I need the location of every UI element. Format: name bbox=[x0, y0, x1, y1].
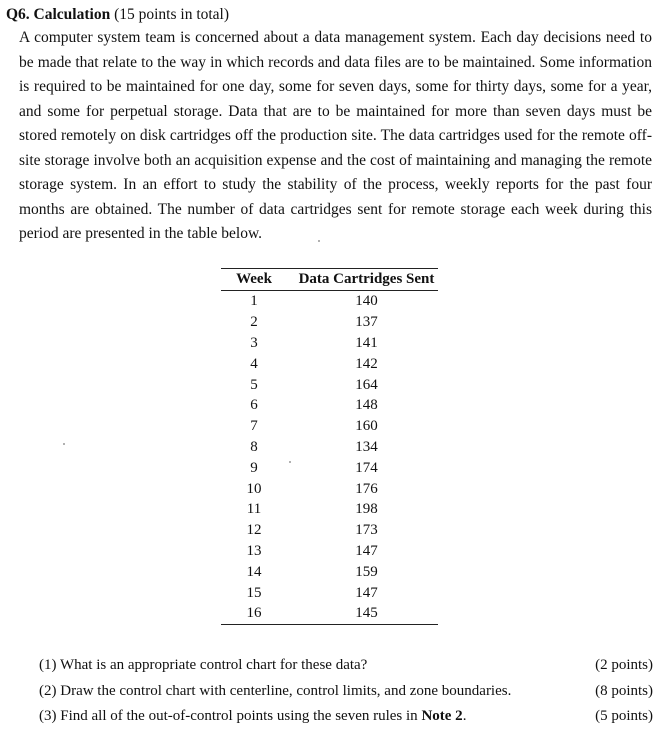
cartridges-cell: 148 bbox=[355, 397, 378, 414]
table-row bbox=[221, 457, 438, 478]
question-text: (2) Draw the control chart with centerline, control limits, and zone boundaries. bbox=[39, 682, 512, 699]
table-row bbox=[221, 416, 438, 437]
table-row bbox=[221, 374, 438, 395]
question-item bbox=[39, 706, 657, 732]
week-cell: 3 bbox=[250, 334, 258, 351]
week-cell: 13 bbox=[246, 542, 262, 559]
week-cell: 14 bbox=[246, 563, 262, 580]
question-text: (1) What is an appropriate control chart for these data? bbox=[39, 657, 368, 673]
scan-speck bbox=[289, 461, 291, 463]
week-cell: 6 bbox=[250, 397, 258, 414]
table-row bbox=[221, 353, 438, 374]
problem-description: A computer system team is concerned about a data management system. Each day decisions need to be made that relate to the way in which records and data files are to be maintained. Some information is required to be maintained for one day, some for seven days, some for thirty days, some for a year, and some for perpetual storage. Data that are to be maintained for more than seven days must be stored remotely on disk cartridges off the production site. The data cartridges used for the remote off-site storage involve both an acquisition expense and the cost of maintaining and managing the remote storage system. In an effort to study the stability of the process, weekly reports for the past four months are obtained. The number of data cartridges sent for remote storage each week during this period are presented in the table below. bbox=[19, 29, 652, 242]
question-points-value: (2 points) bbox=[595, 657, 653, 673]
table-row bbox=[221, 312, 438, 333]
question-item bbox=[39, 655, 657, 681]
question-points-value: (8 points) bbox=[595, 682, 653, 699]
cartridges-cell: 173 bbox=[355, 522, 378, 539]
table-header-row bbox=[221, 269, 438, 291]
scan-speck bbox=[318, 240, 320, 242]
column-header-week: Week bbox=[221, 269, 287, 291]
week-cell: 1 bbox=[250, 293, 258, 310]
week-cell: 15 bbox=[246, 584, 262, 601]
table-row bbox=[221, 478, 438, 499]
week-cell: 12 bbox=[246, 522, 262, 539]
week-cell: 9 bbox=[250, 459, 258, 476]
cartridges-cell: 137 bbox=[355, 314, 378, 331]
table-row bbox=[221, 561, 438, 582]
table-row bbox=[221, 291, 438, 312]
week-cell: 16 bbox=[221, 603, 287, 624]
table-body bbox=[221, 291, 438, 625]
question-heading bbox=[6, 5, 229, 25]
cartridges-cell: 176 bbox=[355, 480, 378, 497]
cartridges-table bbox=[221, 268, 438, 625]
cartridges-cell: 159 bbox=[355, 563, 378, 580]
cartridges-cell: 164 bbox=[355, 376, 378, 393]
table-row bbox=[221, 582, 438, 603]
week-cell: 7 bbox=[250, 418, 258, 435]
cartridges-cell: 147 bbox=[355, 542, 378, 559]
cartridges-cell: 145 bbox=[287, 603, 438, 624]
question-points: (15 points in total) bbox=[114, 6, 230, 23]
question-text: (3) Find all of the out-of-control points using the seven rules in Note 2. bbox=[39, 708, 467, 724]
cartridges-cell: 134 bbox=[355, 438, 378, 455]
note-reference: Note 2 bbox=[421, 708, 463, 724]
column-header-cartridges: Data Cartridges Sent bbox=[287, 269, 438, 291]
question-list bbox=[39, 655, 657, 732]
table-row bbox=[221, 520, 438, 541]
question-label: Q6. Calculation bbox=[6, 6, 111, 23]
table-row bbox=[221, 603, 438, 624]
question-points-value: (5 points) bbox=[595, 708, 653, 724]
cartridges-cell: 160 bbox=[355, 418, 378, 435]
week-cell: 11 bbox=[246, 501, 262, 518]
week-cell: 5 bbox=[250, 376, 258, 393]
cartridges-cell: 198 bbox=[355, 501, 378, 518]
cartridges-cell: 140 bbox=[355, 293, 378, 310]
table-row bbox=[221, 395, 438, 416]
week-cell: 10 bbox=[246, 480, 262, 497]
question-item bbox=[39, 681, 657, 707]
week-cell: 2 bbox=[250, 314, 258, 331]
week-cell: 8 bbox=[250, 438, 258, 455]
scan-speck bbox=[63, 443, 65, 445]
cartridges-cell: 141 bbox=[355, 334, 378, 351]
cartridges-cell: 174 bbox=[355, 459, 378, 476]
table-row bbox=[221, 541, 438, 562]
week-cell: 4 bbox=[250, 355, 258, 372]
cartridges-cell: 147 bbox=[355, 584, 378, 601]
table-row bbox=[221, 437, 438, 458]
table-row bbox=[221, 499, 438, 520]
table-row bbox=[221, 333, 438, 354]
cartridges-cell: 142 bbox=[355, 355, 378, 372]
